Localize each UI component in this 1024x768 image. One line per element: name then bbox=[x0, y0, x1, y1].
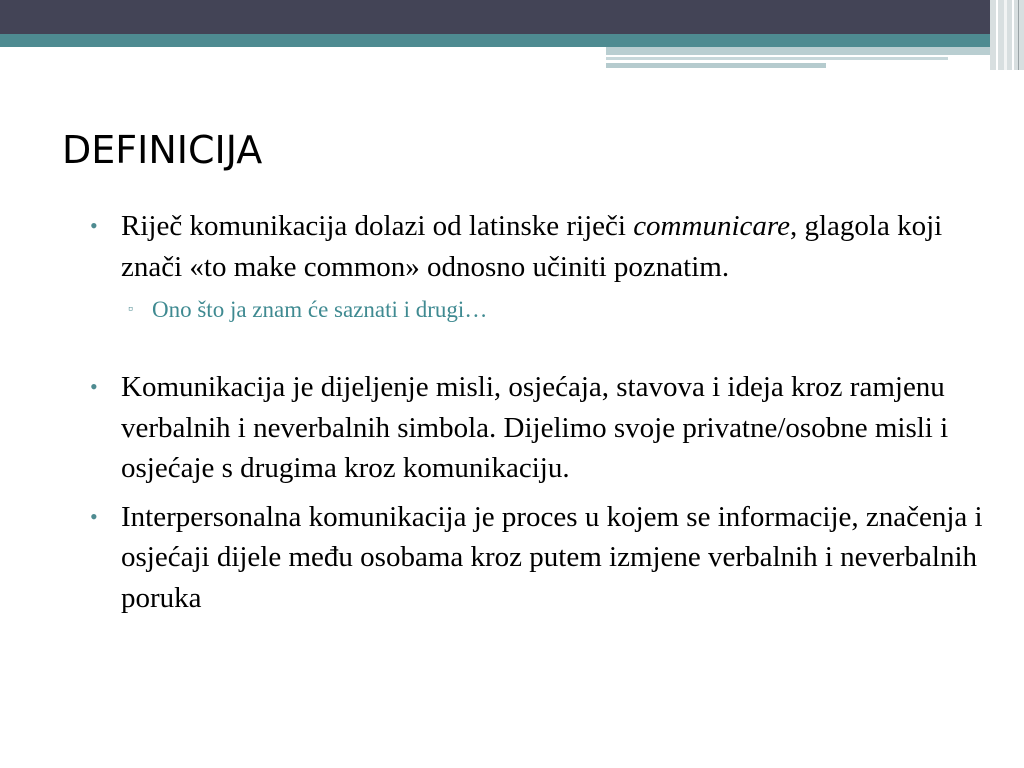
bullet-text-cont: , glagola koji znači «to make common» odnosno učiniti poznatim. bbox=[121, 210, 943, 283]
bullet-item bbox=[90, 206, 1000, 287]
corner-stripes bbox=[990, 0, 1024, 70]
slide-body bbox=[90, 206, 1000, 618]
header-dark-band bbox=[0, 0, 1024, 34]
square-bullet-icon: ▫ bbox=[128, 302, 133, 317]
header-teal-band bbox=[0, 34, 1024, 47]
bullet-item bbox=[90, 497, 1000, 619]
bullet-italic-term: communicare bbox=[633, 210, 790, 242]
bullet-icon: • bbox=[90, 374, 98, 399]
bullet-icon: • bbox=[90, 213, 98, 238]
header-thin-line bbox=[606, 57, 948, 60]
bullet-item bbox=[90, 367, 1000, 489]
slide-title: DEFINICIJA bbox=[62, 128, 263, 172]
header-light-band bbox=[606, 47, 1024, 55]
bullet-icon: • bbox=[90, 503, 98, 529]
sub-bullet-item bbox=[90, 295, 1000, 325]
bullet-text: Interpersonalna komunikacija je proces u kojem se informacije, značenja i osjećaji dijele među osobama kroz putem izmjene verbalnih i neverbalnih poruka bbox=[121, 500, 983, 614]
sub-bullet-text: Ono što ja znam će saznati i drugi… bbox=[152, 297, 488, 322]
bullet-text: Riječ komunikacija dolazi od latinske riječi bbox=[121, 210, 634, 242]
bullet-text: Komunikacija je dijeljenje misli, osjećaja, stavova i ideja kroz ramjenu verbalnih i neverbalnih simbola. Dijelimo svoje privatne/osobne misli i osjećaje s drugima kroz komunikaciju. bbox=[121, 371, 949, 484]
header-thin-line-2 bbox=[606, 63, 826, 68]
